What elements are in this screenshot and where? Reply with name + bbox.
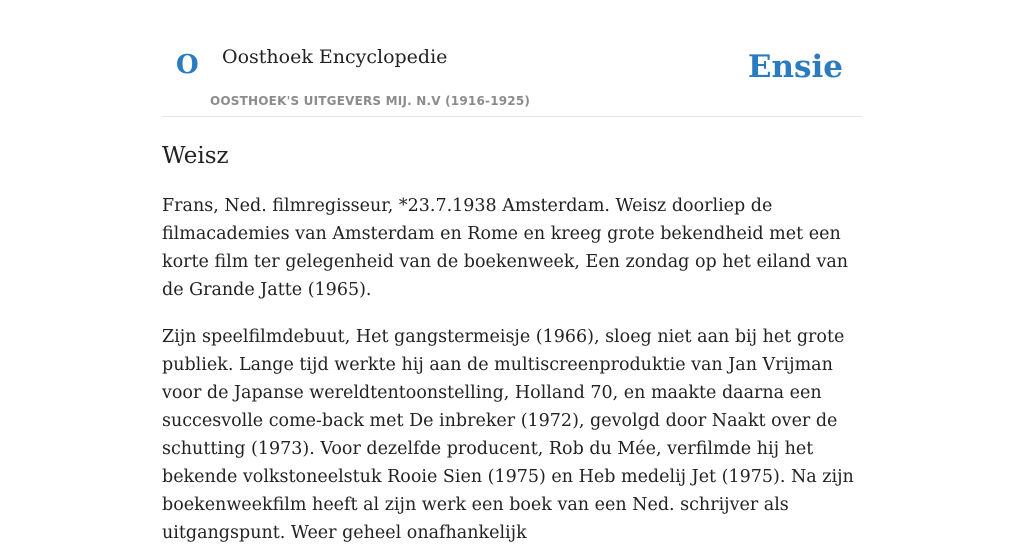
site-subtitle: OOSTHOEK'S UITGEVERS MIJ. N.V (1916-1925) — [210, 94, 531, 108]
site-logo-icon[interactable]: O — [176, 50, 199, 80]
site-title-link[interactable]: Oosthoek Encyclopedie — [222, 46, 448, 68]
article-paragraph: Frans, Ned. filmregisseur, *23.7.1938 Amsterdam. Weisz doorliep de filmacademies van Amsterdam en Rome en kreeg grote bekendheid met een korte film ter gelegenheid van de boekenweek, Een zondag op het eiland van de Grande Jatte (1965). — [162, 195, 849, 300]
article-paragraph: Zijn speelfilmdebuut, Het gangstermeisje (1966), sloeg niet aan bij het grote publiek. Lange tijd werkte hij aan de multiscreenproduktie van Jan Vrijman voor de Japanse wereldtentoonstelling, Holland 70, en maakte daarna een succesvolle come-back met De inbreker (1972), gevolgd door Naakt over de schutting (1973). Voor dezelfde producent, Rob du Mée, verfilmde hij het bekende volkstoneelstuk Rooie Sien (1975) en Heb medelij Jet (1975). Na zijn boekenweekfilm heeft al zijn werk een boek van een Ned. schrijver als uitgangspunt. Weer geheel onafhankelijk — [162, 326, 854, 543]
site-header — [162, 0, 862, 117]
brand-logo[interactable]: Ensie — [747, 49, 843, 85]
entry-title: Weisz — [162, 143, 229, 169]
page — [162, 0, 862, 547]
